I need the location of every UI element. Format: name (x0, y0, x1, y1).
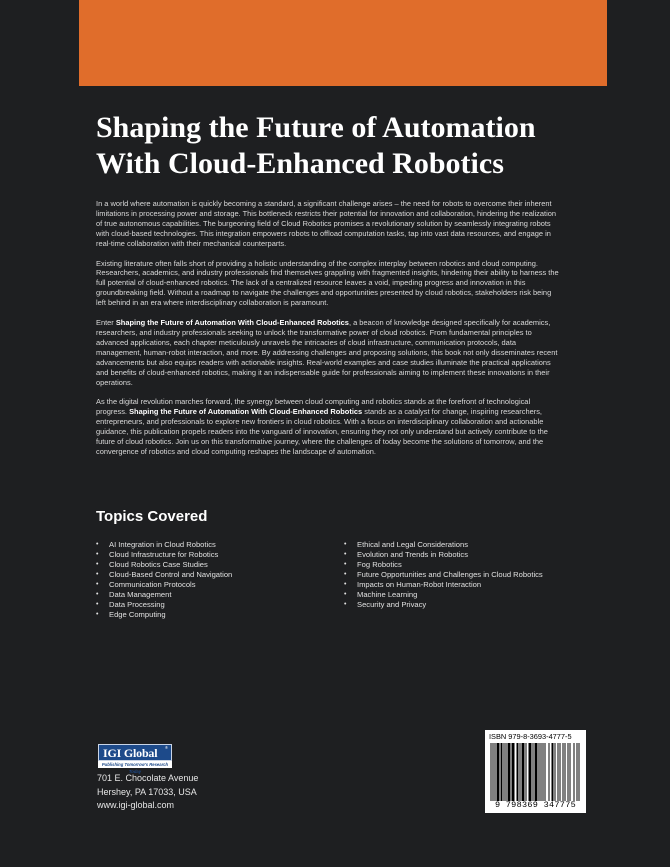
book-title-line-2: With Cloud-Enhanced Robotics (96, 147, 504, 180)
address-street: 701 E. Chocolate Avenue (97, 773, 199, 783)
publisher-address (97, 772, 198, 813)
barcode-bar (495, 743, 496, 801)
address-city: Hershey, PA 17033, USA (97, 786, 197, 797)
topic-item: • Communication Protocols (96, 580, 326, 590)
barcode-bar (552, 743, 554, 801)
igi-global-logo (98, 744, 172, 774)
publisher-website: www.igi-global.com (97, 800, 175, 810)
barcode-bar (520, 743, 521, 801)
barcode-bar (491, 743, 492, 801)
topic-item: • Evolution and Trends in Robotics (344, 550, 574, 560)
book-title-line-1: Shaping the Future of Automation (96, 111, 536, 144)
logo-box (98, 744, 172, 761)
description-paragraph-3 (96, 318, 562, 387)
topic-item: • Cloud Robotics Case Studies (96, 560, 326, 570)
barcode-bar (497, 743, 500, 801)
isbn-barcode (485, 730, 586, 813)
topic-item: • Impacts on Human-Robot Interaction (344, 580, 574, 590)
barcode-bar (543, 743, 544, 801)
barcode-bar (577, 743, 578, 801)
barcode-bar (560, 743, 561, 801)
logo-registered-mark: ® (165, 745, 168, 750)
barcode-bar (574, 743, 575, 801)
barcode-bar (549, 743, 550, 801)
topics-heading: Topics Covered (96, 508, 208, 525)
barcode-bar (501, 743, 503, 801)
topic-item: • Machine Learning (344, 590, 574, 600)
logo-text: IGI Global (103, 746, 158, 760)
barcode-bar (493, 743, 494, 801)
barcode-bar (504, 743, 505, 801)
barcode-bar (512, 743, 515, 801)
barcode-bar (517, 743, 519, 801)
barcode-bar (529, 743, 532, 801)
paragraph-3-rest: , a beacon of knowledge designed specifically for academics, researchers, and industry professionals seeking to unlock the transformative power of cloud robotics. From fundamental principles to advanced applications, each chapter meticulously unravels the intricacies of cloud infrastructure, communication protocols, data management, human-robot interaction, and more. By addressing challenges and proposing solutions, this book not only disseminates recent advancements but also equips readers with actionable insights. Real-world examples and case studies illuminate the practical applications and benefits of cloud-enhanced robotics, making it an indispensable guide for professionals aiming to implement these innovations in their operations. (96, 318, 558, 387)
topic-item: • Cloud-Based Control and Navigation (96, 570, 326, 580)
barcode-bar (570, 743, 571, 801)
topic-item: • Data Processing (96, 600, 326, 610)
barcode-bar (555, 743, 556, 801)
paragraph-3-book-title: Shaping the Future of Automation With Cloud-Enhanced Robotics (115, 318, 349, 328)
barcode-bar (568, 743, 569, 801)
barcode-bar (506, 743, 507, 801)
barcode-bar (563, 743, 564, 801)
barcode-bar (579, 743, 580, 801)
orange-header-band (79, 0, 607, 86)
barcode-bar (545, 743, 546, 801)
topic-item: • Fog Robotics (344, 560, 574, 570)
barcode-bars (489, 743, 582, 801)
topic-item: • Security and Privacy (344, 600, 574, 610)
description-paragraph-2: Existing literature often falls short of providing a holistic understanding of the complex interplay between robotics and cloud computing. Researchers, academics, and industry professionals find themselves grappling with fragmented insights, hindering their ability to harness the full potential of cloud-enhanced robotics. The lack of a centralized resource leaves a void, impeding progress and innovation in this groundbreaking field. Without a roadmap to navigate the challenges and opportunities presented by cloud robotics, stakeholders risk being left behind in an era where interdisciplinary collaboration is paramount. (96, 258, 559, 308)
barcode-bar (526, 743, 527, 801)
topic-item: • Cloud Infrastructure for Robotics (96, 550, 326, 560)
barcode-digits: 9 798369 347775 (494, 800, 576, 810)
paragraph-4-book-title: Shaping the Future of Automation With Cloud-Enhanced Robotics (129, 407, 363, 417)
topic-item: • Ethical and Legal Considerations (344, 540, 574, 550)
topic-item: • Edge Computing (96, 610, 326, 620)
description-body (96, 199, 562, 467)
book-title (96, 110, 616, 182)
description-paragraph-4 (96, 397, 562, 456)
topic-item: • Future Opportunities and Challenges in Cloud Robotics (344, 570, 574, 580)
description-paragraph-1: In a world where automation is quickly becoming a standard, a significant challenge arises – the need for robots to overcome their inherent limitations in processing power and storage. This bottleneck restricts their potential for innovation and collaboration, hindering the realization of true autonomous capabilities. The burgeoning field of Cloud Robotics promises a revolutionary solution by seamlessly integrating robots with cloud-based technologies. This integration empowers robots to offload computation tasks, tap into vast data resources, and engage in real-time collaboration with their mechanical counterparts. (96, 199, 557, 248)
paragraph-4-intro: As the digital revolution marches forward, the synergy between cloud computing and robotics stands at the forefront of technological progress. (96, 397, 531, 417)
logo-tagline: Publishing Tomorrow's Research Today (98, 761, 172, 768)
paragraph-3-intro: Enter (96, 318, 116, 328)
barcode-bar (535, 743, 538, 801)
barcode-bar (508, 743, 511, 801)
barcode-bar (533, 743, 534, 801)
isbn-label: ISBN 979-8-3693-4777-5 (489, 732, 572, 741)
paragraph-4-rest: stands as a catalyst for change, inspiring researchers, entrepreneurs, and professionals to explore new frontiers in cloud robotics. With a focus on interdisciplinary collaboration and actionable guidance, this publication propels readers into the vanguard of innovation, ensuring they not only understand but actively contribute to the future of cloud robotics. Join us on this transformative journey, where the challenges of today become the solutions of tomorrow, and the convergence of robotics and cloud computing reshapes the landscape of automation. (96, 407, 548, 456)
topics-list-left (96, 540, 326, 620)
barcode-bar (558, 743, 559, 801)
topic-item: • AI Integration in Cloud Robotics (96, 540, 326, 550)
barcode-bar (522, 743, 525, 801)
topic-item: • Data Management (96, 590, 326, 600)
barcode-bar (539, 743, 540, 801)
barcode-bar (565, 743, 566, 801)
topics-list-right (344, 540, 574, 610)
barcode-bar (541, 743, 542, 801)
